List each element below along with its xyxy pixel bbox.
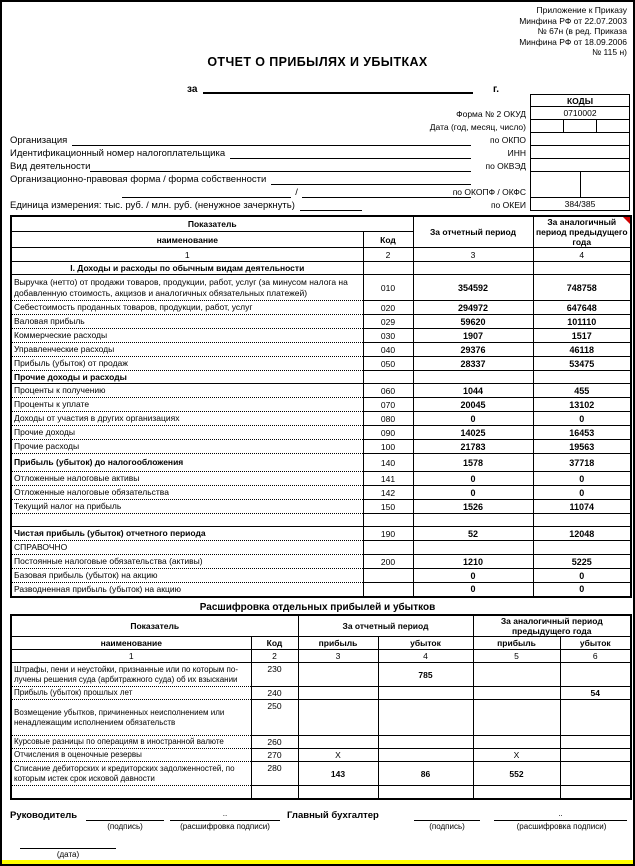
annotation-line: № 115 н) — [592, 47, 627, 57]
value-col-6 — [560, 749, 631, 762]
row-code: 070 — [363, 398, 413, 412]
accountant-signature-line — [414, 808, 480, 821]
okpo-label: по ОКПО — [490, 134, 526, 145]
row-code: 080 — [363, 412, 413, 426]
taxpayer-id-field — [230, 148, 471, 159]
date-year-cell — [531, 120, 564, 132]
row-code: 260 — [251, 736, 298, 749]
report-period-header: За отчетный период — [413, 216, 533, 248]
row-code: 190 — [363, 527, 413, 541]
row-code: 090 — [363, 426, 413, 440]
annotation-line: Приложение к Приказу — [536, 5, 627, 15]
value-col-4 — [378, 786, 473, 799]
col-number: 1 — [11, 248, 363, 262]
value-prior-period: 101110 — [533, 315, 631, 329]
row-name: Курсовые разницы по операциям в иностранной валюте — [11, 736, 251, 749]
comment-marker-icon — [623, 217, 630, 224]
indicator-header: Показатель — [11, 216, 413, 232]
section-row — [11, 371, 631, 384]
col-number: 2 — [251, 650, 298, 663]
row-name: Прибыль (убыток) прошлых лет — [11, 687, 251, 700]
column-numbers-row — [11, 650, 631, 663]
period-field — [203, 80, 473, 94]
row-name: Прочие доходы — [11, 426, 363, 440]
value-prior-period: 11074 — [533, 500, 631, 514]
value-col-6 — [560, 786, 631, 799]
report-row — [11, 454, 631, 472]
code-col-header: Код — [251, 637, 298, 650]
value-report-period — [413, 371, 533, 384]
report-row — [11, 440, 631, 454]
value-report-period — [413, 262, 533, 275]
report-row — [11, 527, 631, 541]
okved-value — [530, 159, 630, 172]
okopf-label: по ОКОПФ / ОКФС — [452, 187, 526, 197]
empty-row — [11, 786, 631, 799]
row-code: 029 — [363, 315, 413, 329]
row-code: 010 — [363, 275, 413, 301]
row-code: 060 — [363, 384, 413, 398]
inn-value — [530, 146, 630, 159]
row-code: 141 — [363, 472, 413, 486]
units-row — [10, 198, 471, 211]
col-number: 4 — [378, 650, 473, 663]
value-report-period — [413, 514, 533, 527]
units-label: Единица измерения: тыс. руб. / млн. руб. (ненужное зачеркнуть) — [10, 200, 295, 211]
row-code: 250 — [251, 700, 298, 736]
value-report-period: 20045 — [413, 398, 533, 412]
col-number: 4 — [533, 248, 631, 262]
annotation-line: Минфина РФ от 18.09.2006 — [519, 36, 627, 47]
value-col-6 — [560, 736, 631, 749]
loss-col-header: убыток — [378, 637, 473, 650]
director-transcript-line: .. — [170, 808, 280, 821]
signature-caption: (подпись) — [107, 822, 143, 831]
report-row — [11, 357, 631, 371]
value-prior-period: 46118 — [533, 343, 631, 357]
value-prior-period: 53475 — [533, 357, 631, 371]
breakdown-row — [11, 762, 631, 786]
row-name: Коммерческие расходы — [11, 329, 363, 343]
date-line — [20, 836, 116, 849]
document-title: ОТЧЕТ О ПРИБЫЛЯХ И УБЫТКАХ — [207, 55, 428, 69]
col-number: 3 — [298, 650, 378, 663]
row-code — [363, 569, 413, 583]
value-prior-period: 0 — [533, 583, 631, 597]
report-row — [11, 583, 631, 597]
value-col-4 — [378, 687, 473, 700]
activity-row — [10, 159, 471, 172]
accountant-label: Главный бухгалтер — [287, 810, 379, 821]
row-name: Возмещение убытков, причиненных неисполнением или ненадлежащим исполнением обязательств — [11, 700, 251, 736]
value-col-6 — [560, 762, 631, 786]
report-row — [11, 412, 631, 426]
organization-field — [72, 135, 471, 146]
row-name: СПРАВОЧНО — [11, 541, 363, 555]
header-row — [11, 216, 631, 232]
date-caption: (дата) — [56, 850, 80, 859]
row-name: Прибыль (убыток) до налогообложения — [11, 454, 363, 472]
row-name: Себестоимость проданных товаров, продукции, работ, услуг — [11, 301, 363, 315]
date-day-cell — [597, 120, 629, 132]
empty-row — [11, 514, 631, 527]
value-report-period: 28337 — [413, 357, 533, 371]
row-code: 240 — [251, 687, 298, 700]
col-number: 3 — [413, 248, 533, 262]
row-name: Списание дебиторских и кредиторских задолженностей, по которым истек срок исковой давности — [11, 762, 251, 786]
breakdown-row — [11, 700, 631, 736]
row-name: Отчисления в оценочные резервы — [11, 749, 251, 762]
value-prior-period: 0 — [533, 472, 631, 486]
inn-label: ИНН — [507, 147, 526, 158]
report-row — [11, 555, 631, 569]
organization-label: Организация — [10, 135, 68, 146]
value-col-5 — [473, 663, 560, 687]
period-suffix: г. — [493, 84, 499, 95]
row-name: Отложенные налоговые обязательства — [11, 486, 363, 500]
row-code: 200 — [363, 555, 413, 569]
legal-form-field-right — [302, 187, 471, 198]
value-report-period: 1044 — [413, 384, 533, 398]
row-name: Валовая прибыль — [11, 315, 363, 329]
value-prior-period: 37718 — [533, 454, 631, 472]
codes-row — [298, 107, 630, 120]
code-col-header: Код — [363, 232, 413, 248]
signature-caption: (подпись) — [429, 822, 465, 831]
report-row — [11, 486, 631, 500]
value-prior-period — [533, 371, 631, 384]
activity-field — [90, 161, 471, 172]
value-prior-period: 748758 — [533, 275, 631, 301]
value-col-6 — [560, 663, 631, 687]
value-prior-period: 5225 — [533, 555, 631, 569]
row-code — [251, 786, 298, 799]
value-col-3 — [298, 663, 378, 687]
row-name: Управленческие расходы — [11, 343, 363, 357]
value-prior-period: 16453 — [533, 426, 631, 440]
value-col-5 — [473, 786, 560, 799]
prior-period-header: За аналогичный период предыдущего года — [473, 615, 631, 637]
legal-form-row — [10, 172, 471, 185]
value-prior-period — [533, 541, 631, 555]
col-number: 6 — [560, 650, 631, 663]
value-col-3: 143 — [298, 762, 378, 786]
row-name — [11, 514, 363, 527]
accountant-transcript-line: .. — [494, 808, 627, 821]
value-col-3 — [298, 786, 378, 799]
codes-row — [298, 120, 630, 133]
row-name: Прочие расходы — [11, 440, 363, 454]
row-code — [363, 262, 413, 275]
row-name: Доходы от участия в других организациях — [11, 412, 363, 426]
value-report-period: 0 — [413, 486, 533, 500]
value-report-period: 0 — [413, 583, 533, 597]
report-row — [11, 500, 631, 514]
okved-label: по ОКВЭД — [485, 160, 526, 171]
director-signature-line — [86, 808, 164, 821]
row-name: Постоянные налоговые обязательства (активы) — [11, 555, 363, 569]
profit-col-header: прибыль — [473, 637, 560, 650]
value-report-period: 0 — [413, 569, 533, 583]
value-report-period — [413, 541, 533, 555]
report-period-header: За отчетный период — [298, 615, 473, 637]
date-label: Дата (год, месяц, число) — [429, 121, 526, 132]
row-code: 050 — [363, 357, 413, 371]
row-name: Штрафы, пени и неустойки, признанные или по которым по-лучены решения суда (арбитражного суда) об их взыскании — [11, 663, 251, 687]
col-number: 2 — [363, 248, 413, 262]
value-report-period: 1210 — [413, 555, 533, 569]
slash-separator: / — [295, 187, 298, 198]
value-prior-period: 0 — [533, 486, 631, 500]
value-col-4 — [378, 749, 473, 762]
value-report-period: 0 — [413, 412, 533, 426]
value-report-period: 1526 — [413, 500, 533, 514]
value-report-period: 21783 — [413, 440, 533, 454]
codes-header-cell: КОДЫ — [530, 94, 630, 107]
profit-col-header: прибыль — [298, 637, 378, 650]
value-col-3: X — [298, 749, 378, 762]
row-code: 280 — [251, 762, 298, 786]
transcript-caption: (расшифровка подписи) — [180, 822, 270, 831]
value-report-period: 354592 — [413, 275, 533, 301]
row-name: Отложенные налоговые активы — [11, 472, 363, 486]
legal-form-field — [271, 174, 471, 185]
subheader-row — [11, 637, 631, 650]
report-row — [11, 343, 631, 357]
report-row — [11, 275, 631, 301]
row-code: 270 — [251, 749, 298, 762]
row-name: Текущий налог на прибыль — [11, 500, 363, 514]
breakdown-row — [11, 687, 631, 700]
period-line — [187, 80, 499, 95]
value-col-5 — [473, 687, 560, 700]
indicator-header: Показатель — [11, 615, 298, 637]
value-prior-period: 647648 — [533, 301, 631, 315]
row-code: 040 — [363, 343, 413, 357]
value-report-period: 0 — [413, 472, 533, 486]
report-row — [11, 472, 631, 486]
section-row — [11, 262, 631, 275]
name-col-header: наименование — [11, 637, 251, 650]
value-col-4 — [378, 736, 473, 749]
breakdown-table — [10, 614, 632, 800]
legal-form-label: Организационно-правовая форма / форма собственности — [10, 174, 267, 185]
value-report-period: 1907 — [413, 329, 533, 343]
row-code — [363, 514, 413, 527]
breakdown-row — [11, 663, 631, 687]
row-code: 150 — [363, 500, 413, 514]
value-col-4: 86 — [378, 762, 473, 786]
taxpayer-id-label: Идентификационный номер налогоплательщика — [10, 148, 226, 159]
okud-value: 0710002 — [530, 107, 630, 120]
name-col-header: наименование — [11, 232, 363, 248]
breakdown-title: Расшифровка отдельных прибылей и убытков — [199, 602, 436, 613]
okpo-value — [530, 133, 630, 146]
row-name: Проценты к получению — [11, 384, 363, 398]
row-name: Чистая прибыль (убыток) отчетного периода — [11, 527, 363, 541]
col-number: 5 — [473, 650, 560, 663]
units-field — [300, 200, 362, 211]
row-name: Разводненная прибыль (убыток) на акцию — [11, 583, 363, 597]
report-row — [11, 541, 631, 555]
period-prefix: за — [187, 84, 198, 95]
row-name: Базовая прибыль (убыток) на акцию — [11, 569, 363, 583]
row-code: 020 — [363, 301, 413, 315]
loss-col-header: убыток — [560, 637, 631, 650]
value-col-5: 552 — [473, 762, 560, 786]
transcript-caption: (расшифровка подписи) — [516, 822, 607, 831]
director-label: Руководитель — [10, 810, 78, 821]
row-name: I. Доходы и расходы по обычным видам деятельности — [11, 262, 363, 275]
value-report-period: 29376 — [413, 343, 533, 357]
value-col-5 — [473, 736, 560, 749]
row-code: 142 — [363, 486, 413, 500]
report-row — [11, 384, 631, 398]
header-row — [11, 615, 631, 637]
report-row — [11, 426, 631, 440]
value-col-6 — [560, 700, 631, 736]
bottom-highlight-bar — [2, 860, 633, 864]
empty-label — [298, 94, 530, 107]
value-prior-period — [533, 514, 631, 527]
income-table-body — [11, 262, 631, 597]
inn-row — [10, 146, 471, 159]
row-code: 100 — [363, 440, 413, 454]
value-report-period: 1578 — [413, 454, 533, 472]
row-code: 030 — [363, 329, 413, 343]
row-name: Прочие доходы и расходы — [11, 371, 363, 384]
value-report-period: 14025 — [413, 426, 533, 440]
report-row — [11, 569, 631, 583]
value-prior-period — [533, 262, 631, 275]
row-code: 140 — [363, 454, 413, 472]
organization-row — [10, 133, 471, 146]
breakdown-table-body — [11, 663, 631, 799]
income-statement-table — [10, 215, 632, 598]
annotation-line: № 67н (в ред. Приказа — [537, 26, 627, 36]
report-row — [11, 315, 631, 329]
legal-form-row2 — [10, 185, 471, 198]
date-month-cell — [564, 120, 597, 132]
value-prior-period: 0 — [533, 569, 631, 583]
report-row — [11, 398, 631, 412]
value-col-4: 785 — [378, 663, 473, 687]
column-numbers-row — [11, 248, 631, 262]
row-code — [363, 541, 413, 555]
value-prior-period: 1517 — [533, 329, 631, 343]
row-code — [363, 583, 413, 597]
okei-value: 384/385 — [530, 198, 630, 211]
codes-row — [298, 94, 630, 107]
value-report-period: 294972 — [413, 301, 533, 315]
annotation-line: Минфина РФ от 22.07.2003 — [519, 15, 627, 26]
value-col-5 — [473, 700, 560, 736]
activity-label: Вид деятельности — [10, 161, 91, 172]
breakdown-row — [11, 736, 631, 749]
okopf-value — [530, 172, 630, 198]
value-col-3 — [298, 700, 378, 736]
okud-label: Форма № 2 ОКУД — [456, 108, 526, 119]
prior-period-header-text: За аналогичный период предыдущего года — [535, 217, 628, 247]
row-name: Прибыль (убыток) от продаж — [11, 357, 363, 371]
value-prior-period: 19563 — [533, 440, 631, 454]
value-col-5: X — [473, 749, 560, 762]
value-col-4 — [378, 700, 473, 736]
report-row — [11, 301, 631, 315]
value-prior-period: 0 — [533, 412, 631, 426]
prior-period-header — [533, 216, 631, 248]
value-col-3 — [298, 687, 378, 700]
row-code — [363, 371, 413, 384]
org-fields — [10, 133, 471, 211]
breakdown-row — [11, 749, 631, 762]
col-number: 1 — [11, 650, 251, 663]
value-report-period: 59620 — [413, 315, 533, 329]
value-prior-period: 455 — [533, 384, 631, 398]
report-row — [11, 329, 631, 343]
row-name: Выручка (нетто) от продажи товаров, продукции, работ, услуг (за минусом налога на добавленную стоимость, акцизов и аналогичных обязательных платежей) — [11, 275, 363, 301]
value-col-6: 54 — [560, 687, 631, 700]
okei-label: по ОКЕИ — [490, 199, 526, 210]
row-name: Проценты к уплате — [11, 398, 363, 412]
value-report-period: 52 — [413, 527, 533, 541]
value-prior-period: 13102 — [533, 398, 631, 412]
value-col-3 — [298, 736, 378, 749]
row-name — [11, 786, 251, 799]
legal-form-field-left — [122, 187, 291, 198]
value-prior-period: 12048 — [533, 527, 631, 541]
order-annotation — [519, 5, 627, 58]
row-code: 230 — [251, 663, 298, 687]
date-value-cells — [530, 120, 630, 133]
